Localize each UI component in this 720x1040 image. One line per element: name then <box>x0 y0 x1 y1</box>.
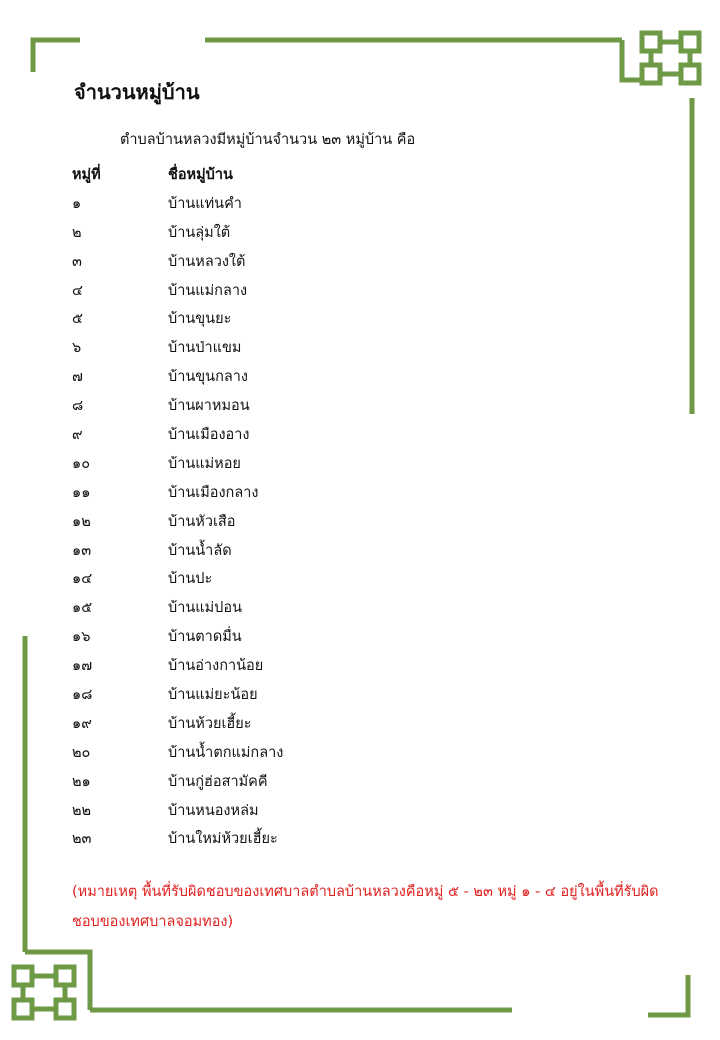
village-name: บ้านตาดมื่น <box>168 629 242 646</box>
table-row <box>72 796 283 825</box>
village-name: บ้านแม่หอย <box>168 455 241 472</box>
table-row <box>72 738 283 767</box>
village-name: บ้านห้วยเฮี้ยะ <box>168 715 252 732</box>
village-name: บ้านน้ำตกแม่กลาง <box>168 744 284 761</box>
intro-text: ตำบลบ้านหลวงมีหมู่บ้านจำนวน ๒๓ หมู่บ้าน คือ <box>120 132 416 148</box>
village-name: บ้านลุ่มใต้ <box>168 224 231 241</box>
village-number: ๑๕ <box>72 600 93 617</box>
table-row <box>72 507 283 536</box>
village-name: บ้านแท่นคำ <box>168 195 242 212</box>
table-row <box>72 564 283 593</box>
village-name: บ้านหัวเสือ <box>168 513 236 530</box>
village-table <box>72 160 283 853</box>
village-name: บ้านปะ <box>168 571 213 588</box>
table-row <box>72 478 283 507</box>
village-number: ๑๑ <box>72 484 91 501</box>
table-row <box>72 824 283 853</box>
table-row <box>72 593 283 622</box>
village-number: ๕ <box>72 311 83 328</box>
village-name: บ้านใหม่ห้วยเฮี้ยะ <box>168 831 278 848</box>
table-row <box>72 218 283 247</box>
village-number: ๘ <box>72 398 84 415</box>
header-village-name: ชื่อหมู่บ้าน <box>168 166 233 183</box>
table-row <box>72 622 283 651</box>
village-name: บ้านกู่ฮ่อสามัคคี <box>168 773 268 790</box>
village-number: ๒๐ <box>72 744 91 761</box>
village-number: ๔ <box>72 282 83 299</box>
village-name: บ้านหลวงใต้ <box>168 253 246 270</box>
knot-ornament-bottom-left <box>14 952 90 1018</box>
village-name: บ้านแม่ปอน <box>168 600 242 617</box>
village-number: ๑๙ <box>72 715 92 732</box>
village-name: บ้านแม่ยะน้อย <box>168 686 258 703</box>
frame-bottom-right-corner <box>648 975 688 1015</box>
table-header-row <box>72 160 283 189</box>
village-number: ๑๗ <box>72 658 93 675</box>
table-row <box>72 247 283 276</box>
table-row <box>72 304 283 333</box>
table-row <box>72 536 283 565</box>
village-number: ๖ <box>72 340 82 357</box>
table-row <box>72 680 283 709</box>
knot-ornament-top-right <box>622 33 699 83</box>
footnote: (หมายเหตุ พื้นที่รับผิดชอบของเทศบาลตำบลบ้านหลวงคือหมู่ ๕ - ๒๓ หมู่ ๑ - ๔ อยู่ในพื้นที่รับผิดชอบของเทศบาลจอมทอง) <box>72 884 659 930</box>
village-name: บ้านน้ำลัด <box>168 542 232 559</box>
village-number: ๒๒ <box>72 802 92 819</box>
village-number: ๑๖ <box>72 629 91 646</box>
table-row <box>72 333 283 362</box>
village-name: บ้านป่าแขม <box>168 340 242 357</box>
table-row <box>72 709 283 738</box>
table-row <box>72 189 283 218</box>
village-name: บ้านขุนกลาง <box>168 369 248 386</box>
page-title: จำนวนหมู่บ้าน <box>74 80 200 104</box>
village-number: ๒ <box>72 224 82 241</box>
village-number: ๑๐ <box>72 455 91 472</box>
village-number: ๑๓ <box>72 542 92 559</box>
table-row <box>72 420 283 449</box>
table-row <box>72 276 283 305</box>
village-number: ๑๒ <box>72 513 91 530</box>
table-row <box>72 449 283 478</box>
table-row <box>72 362 283 391</box>
frame-top-left-corner <box>33 40 80 72</box>
village-name: บ้านเมืองกลาง <box>168 484 259 501</box>
village-number: ๑๘ <box>72 686 93 703</box>
village-name: บ้านหนองหล่ม <box>168 802 259 819</box>
village-number: ๒๓ <box>72 831 92 848</box>
village-number: ๒๑ <box>72 773 91 790</box>
village-name: บ้านเมืองอาง <box>168 426 250 443</box>
table-row <box>72 767 283 796</box>
village-name: บ้านผาหมอน <box>168 398 250 415</box>
village-number: ๓ <box>72 253 82 270</box>
village-number: ๑๔ <box>72 571 93 588</box>
village-name: บ้านแม่กลาง <box>168 282 248 299</box>
table-row <box>72 391 283 420</box>
header-village-number: หมู่ที่ <box>72 166 101 183</box>
table-row <box>72 651 283 680</box>
village-name: บ้านขุนยะ <box>168 311 232 328</box>
village-name: บ้านอ่างกาน้อย <box>168 658 264 675</box>
village-number: ๗ <box>72 369 83 386</box>
village-number: ๑ <box>72 195 82 212</box>
village-number: ๙ <box>72 426 83 443</box>
